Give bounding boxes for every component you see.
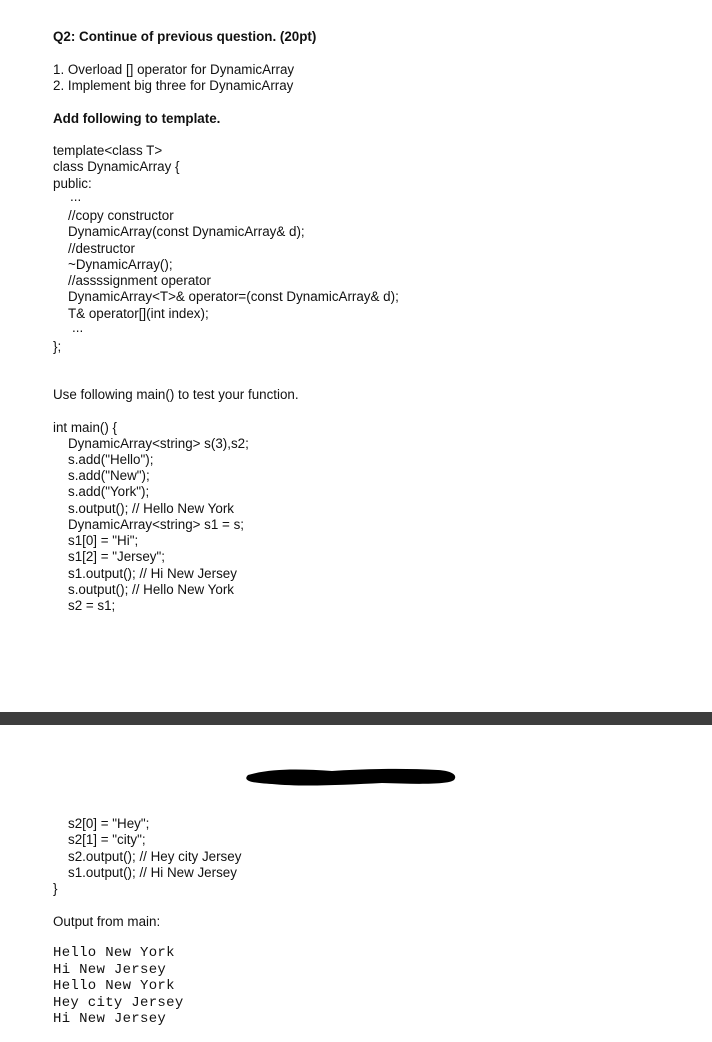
code-line: template<class T> <box>53 143 163 158</box>
page-divider <box>0 712 712 725</box>
code-line: s2 = s1; <box>68 598 116 613</box>
code-line: s2.output(); // Hey city Jersey <box>68 849 242 864</box>
code-line: //assssignment operator <box>68 273 211 288</box>
code-line: s1[2] = "Jersey"; <box>68 549 165 564</box>
code-line: s.add("Hello"); <box>68 452 154 467</box>
code-line: ... <box>72 320 84 335</box>
code-line: public: <box>53 176 92 191</box>
code-line: //copy constructor <box>68 208 174 223</box>
main-intro-text: Use following main() to test your function. <box>53 387 299 402</box>
output-line: Hey city Jersey <box>53 995 184 1011</box>
redaction-mark <box>242 766 458 788</box>
code-line: ~DynamicArray(); <box>68 257 173 272</box>
code-line: s.output(); // Hello New York <box>68 501 234 516</box>
code-line: //destructor <box>68 241 135 256</box>
task-item: 2. Implement big three for DynamicArray <box>53 78 294 93</box>
code-line: } <box>53 881 58 896</box>
output-line: Hello New York <box>53 978 175 994</box>
code-line: DynamicArray<string> s1 = s; <box>68 517 245 532</box>
output-heading: Output from main: <box>53 914 161 929</box>
code-line: T& operator[](int index); <box>68 306 209 321</box>
code-line: s.add("York"); <box>68 484 150 499</box>
question-title: Q2: Continue of previous question. (20pt) <box>53 29 317 44</box>
code-line: s.output(); // Hello New York <box>68 582 234 597</box>
code-line: }; <box>53 339 62 354</box>
output-line: Hi New Jersey <box>53 962 167 978</box>
code-line: DynamicArray<string> s(3),s2; <box>68 436 249 451</box>
output-line: Hi New Jersey <box>53 1011 167 1027</box>
code-line: s2[0] = "Hey"; <box>68 816 150 831</box>
code-line: int main() { <box>53 420 117 435</box>
section-heading: Add following to template. <box>53 111 221 126</box>
code-line: DynamicArray(const DynamicArray& d); <box>68 224 305 239</box>
code-line: ... <box>70 189 82 204</box>
code-line: s1.output(); // Hi New Jersey <box>68 566 237 581</box>
code-line: s1[0] = "Hi"; <box>68 533 139 548</box>
output-line: Hello New York <box>53 945 175 961</box>
code-line: s1.output(); // Hi New Jersey <box>68 865 237 880</box>
task-item: 1. Overload [] operator for DynamicArray <box>53 62 295 77</box>
code-line: class DynamicArray { <box>53 159 180 174</box>
code-line: DynamicArray<T>& operator=(const DynamicArray& d); <box>68 289 399 304</box>
code-line: s2[1] = "city"; <box>68 832 146 847</box>
code-line: s.add("New"); <box>68 468 150 483</box>
